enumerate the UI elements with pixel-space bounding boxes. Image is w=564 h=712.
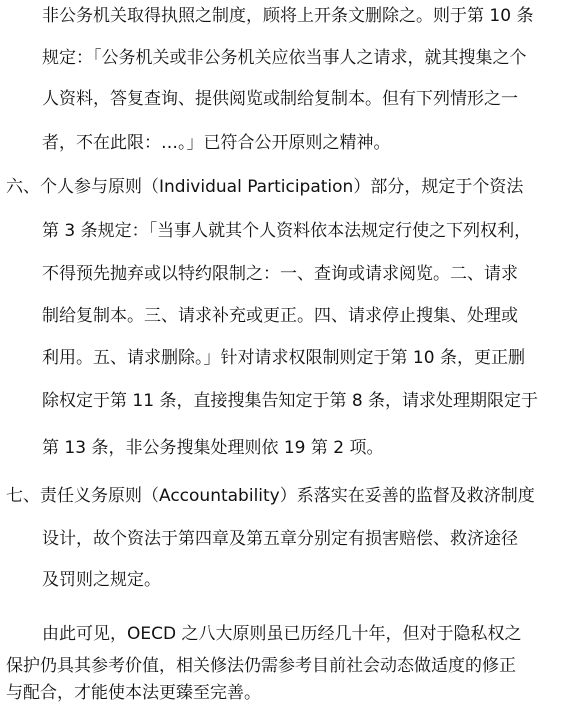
text-line: 人资料，答复查询、提供阅览或制给复制本。但有下列情形之一 [42,89,518,109]
text-line: 制给复制本。三、请求补充或更正。四、请求停止搜集、处理或 [42,306,518,326]
text-line: 第 3 条规定：「当事人就其个人资料依本法规定行使之下列权利， [42,221,532,241]
text-line: 及罚则之规定。 [42,570,161,590]
text-line: 规定：「公务机关或非公务机关应依当事人之请求，就其搜集之个 [42,48,527,68]
text-line: 保护仍具其参考价值，相关修法仍需参考目前社会动态做适度的修正 [6,656,516,676]
text-line: 第 13 条，非公务搜集处理则依 19 第 2 项。 [42,438,384,458]
text-line: 除权定于第 11 条，直接搜集告知定于第 8 条，请求处理期限定于 [42,391,539,411]
text-line: 者，不在此限：…。」已符合公开原则之精神。 [42,133,391,153]
section-heading-line: 七、责任义务原则（Accountability）系落实在妥善的监督及救济制度 [6,486,535,506]
text-line: 不得预先抛弃或以特约限制之：一、查询或请求阅览。二、请求 [42,264,518,284]
text-line: 利用。五、请求删除。」针对请求权限制则定于第 10 条，更正删 [42,348,525,368]
section-heading-line: 六、个人参与原则（Individual Participation）部分，规定于个资法 [6,177,524,197]
paragraph-first-line: 由此可见，OECD 之八大原则虽已历经几十年，但对于隐私权之 [42,624,522,644]
text-line: 非公务机关取得执照之制度，顾将上开条文删除之。则于第 10 条 [42,6,534,26]
text-line: 与配合，才能使本法更臻至完善。 [6,683,261,703]
text-line: 设计，故个资法于第四章及第五章分别定有损害赔偿、救济途径 [42,529,518,549]
